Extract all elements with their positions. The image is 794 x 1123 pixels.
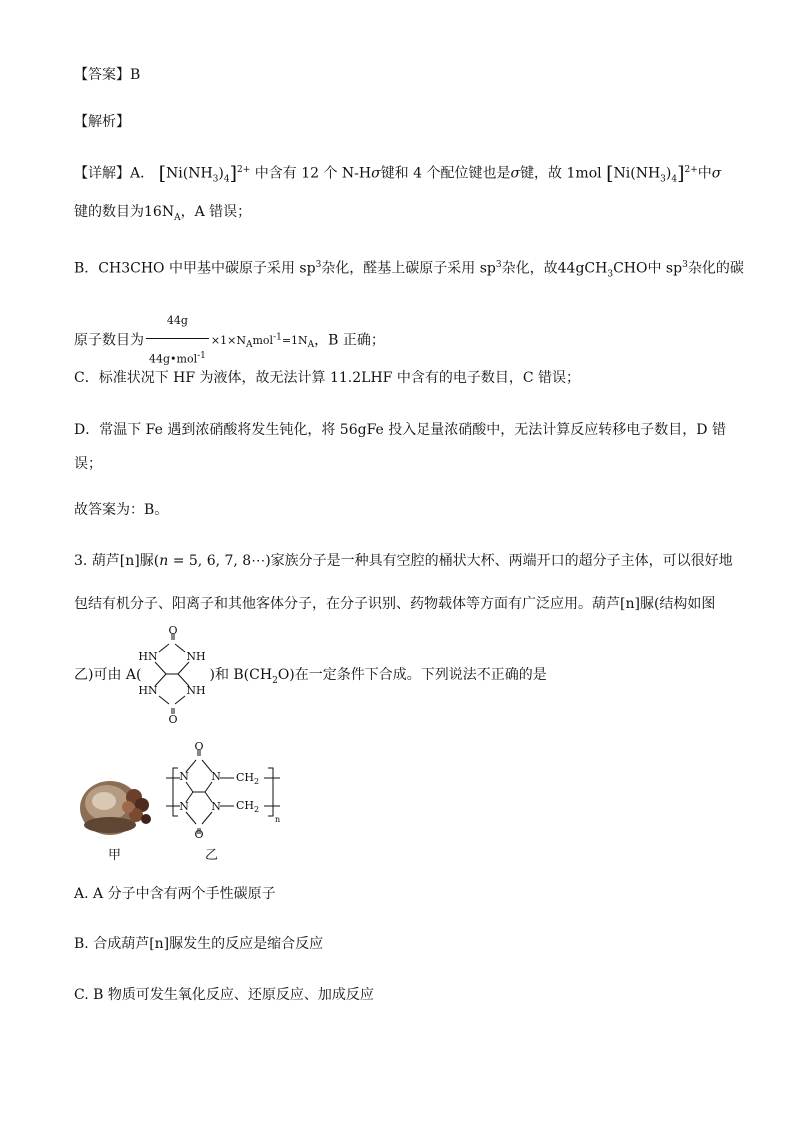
polymer-n-bottom-left: N bbox=[179, 800, 189, 813]
detail-d-line2: 误； bbox=[74, 456, 102, 472]
caption-jia: 甲 bbox=[108, 848, 122, 863]
q3-n: n bbox=[159, 553, 169, 569]
complex-metal: Ni bbox=[166, 165, 183, 182]
detail-a-value-sub: A bbox=[174, 212, 181, 223]
conclusion-line: 故答案为：B。 bbox=[74, 502, 169, 518]
mol-a-nh-bottom: NH bbox=[186, 684, 206, 697]
polymer-structure bbox=[158, 738, 288, 838]
caption-yi: 乙 bbox=[205, 848, 219, 863]
detail-a-text1: 中含有 12 个 N-H bbox=[254, 165, 372, 182]
complex-ligand: NH bbox=[188, 165, 213, 182]
mol-a-hn-top: HN bbox=[138, 650, 158, 663]
detail-b-text4: 中 sp bbox=[647, 260, 683, 277]
ch3-sub: 3 bbox=[607, 269, 614, 280]
mol-a-o-bottom: O bbox=[168, 713, 178, 724]
polymer-subscript-n: n bbox=[275, 815, 281, 824]
polymer-ch2-top bbox=[236, 771, 259, 786]
detail-a-text5: 键的数目为 bbox=[74, 204, 144, 220]
detail-a-value: 16N bbox=[144, 204, 175, 220]
calc-sub-c: A bbox=[307, 340, 315, 351]
detail-b-line1 bbox=[74, 255, 744, 284]
complex-count: 4 bbox=[671, 174, 678, 185]
q3-number: 3. bbox=[74, 553, 88, 569]
complex-count: 4 bbox=[223, 174, 230, 185]
option-c: C. B 物质可发生氧化反应、还原反应、加成反应 bbox=[74, 987, 374, 1003]
cucurbituril-3d-model-image bbox=[72, 775, 162, 840]
polymer-ch2-bottom bbox=[236, 799, 259, 814]
q3-text2: = 5, 6, 7, 8⋯)家族分子是一种具有空腔的桶状大杯、两端开口的超分子主体，可以很好地 bbox=[168, 553, 733, 569]
option-a: A. A 分子中含有两个手性碳原子 bbox=[74, 886, 276, 902]
complex-bracket-close: ] bbox=[677, 162, 685, 185]
calc-sub-a: A bbox=[245, 340, 253, 351]
detail-d-line1: D．常温下 Fe 遇到浓硝酸将发生钝化，将 56gFe 投入足量浓硝酸中，无法计算反应转移电子数目，D 错 bbox=[74, 422, 726, 438]
answer-label: 【答案】 bbox=[74, 67, 130, 83]
sp3-sup: 3 bbox=[682, 260, 688, 270]
calc-part-b: mol bbox=[252, 334, 274, 348]
sigma-symbol: σ bbox=[711, 165, 722, 182]
detail-b-cho: CHO bbox=[613, 260, 648, 277]
calc-part-a: ×1×N bbox=[210, 334, 246, 348]
detail-b-text5: 杂化的碳 bbox=[687, 260, 744, 277]
q3-line2: 包结有机分子、阳离子和其他客体分子，在分子识别、药物载体等方面有广泛应用。葫芦[n]脲(结构如图 bbox=[74, 596, 716, 612]
polymer-ch2-bottom-sub: 2 bbox=[254, 805, 260, 814]
sigma-symbol: σ bbox=[371, 165, 381, 182]
detail-a-text3: 键，故 1mol bbox=[520, 165, 602, 182]
polymer-ch2-bottom-text: CH bbox=[236, 799, 255, 812]
detail-a-text6: ，A 错误； bbox=[180, 204, 252, 220]
q3-line3a: 乙)可由 A( bbox=[74, 667, 142, 683]
mass-fraction bbox=[146, 304, 209, 377]
detail-label: 【详解】 bbox=[74, 165, 130, 182]
fraction-numerator: 44g bbox=[146, 304, 209, 339]
mol-a-nh-top: NH bbox=[186, 650, 206, 663]
answer-line bbox=[74, 65, 140, 85]
detail-a-line1: 【详解】A． $[Ni(NH_3)_4]^{2+}$ 中含有 12 个 N-Hσ键和 4 个配位键也是σ键，故 1mol $[Ni(NH_3)_4]^{2+}$中σ bbox=[74, 162, 722, 185]
q3-line1 bbox=[74, 551, 733, 571]
fraction-denominator-text: 44g•mol bbox=[149, 352, 198, 366]
sigma-symbol: σ bbox=[510, 165, 521, 182]
mol-a-hn-bottom: HN bbox=[138, 684, 158, 697]
ch2o-sub: 2 bbox=[272, 675, 278, 686]
complex-charge: 2+ bbox=[684, 165, 698, 175]
detail-a-text4: 中 bbox=[697, 165, 712, 182]
detail-c-line: C．标准状况下 HF 为液体，故无法计算 11.2LHF 中含有的电子数目，C 错误； bbox=[74, 370, 580, 386]
detail-b-text3: 杂化，故 bbox=[501, 260, 558, 277]
analysis-label: 【解析】 bbox=[74, 114, 130, 130]
detail-b-line2 bbox=[74, 304, 385, 377]
detail-b-text2: 杂化，醛基上碳原子采用 sp bbox=[321, 260, 496, 277]
detail-b-text6: 原子数目为 bbox=[74, 332, 144, 349]
detail-b-text1: B．CH3CHO 中甲基中碳原子采用 sp bbox=[74, 260, 316, 277]
calc-part-c: =1N bbox=[281, 334, 308, 348]
complex-bracket-close: ] bbox=[229, 162, 238, 185]
answer-value: B bbox=[130, 67, 141, 83]
mol-a-o-top: O bbox=[168, 624, 178, 637]
sp3-sup: 3 bbox=[315, 260, 322, 270]
q3-line3b: )和 B(CH bbox=[209, 667, 273, 683]
detail-b-mass: 44gCH bbox=[557, 260, 608, 277]
complex-ligand-sub: 3 bbox=[660, 174, 666, 185]
option-b: B. 合成葫芦[n]脲发生的反应是缩合反应 bbox=[74, 936, 324, 952]
polymer-n-top-left: N bbox=[179, 770, 189, 783]
complex-bracket-open: [ bbox=[158, 162, 166, 185]
polymer-o-top: O bbox=[194, 740, 204, 753]
sp3-sup: 3 bbox=[495, 260, 502, 270]
fraction-denominator-sup: -1 bbox=[197, 351, 206, 361]
detail-b-text7: ，B 正确； bbox=[314, 332, 385, 349]
polymer-n-bottom-right: N bbox=[211, 800, 221, 813]
molecule-a-structure bbox=[128, 624, 218, 724]
complex-ligand: NH bbox=[635, 165, 661, 182]
calc-expression bbox=[210, 332, 315, 351]
complex-bracket-open: [ bbox=[606, 162, 614, 185]
q3-text1: 葫芦[n]脲( bbox=[91, 553, 160, 569]
complex-charge: 2+ bbox=[237, 165, 251, 175]
polymer-ch2-top-sub: 2 bbox=[254, 777, 260, 786]
calc-sup: -1 bbox=[273, 332, 282, 343]
q3-line3c: O)在一定条件下合成。下列说法不正确的是 bbox=[277, 667, 547, 683]
polymer-n-top-right: N bbox=[211, 770, 221, 783]
complex-metal: Ni bbox=[613, 165, 631, 182]
complex-ligand-sub: 3 bbox=[212, 174, 219, 185]
detail-a-line2 bbox=[74, 202, 251, 228]
polymer-ch2-top-text: CH bbox=[236, 771, 255, 784]
detail-a-text2: 键和 4 个配位键也是 bbox=[380, 165, 511, 182]
polymer-o-bottom: O bbox=[194, 828, 204, 838]
option-a-prefix: A． bbox=[130, 165, 155, 182]
